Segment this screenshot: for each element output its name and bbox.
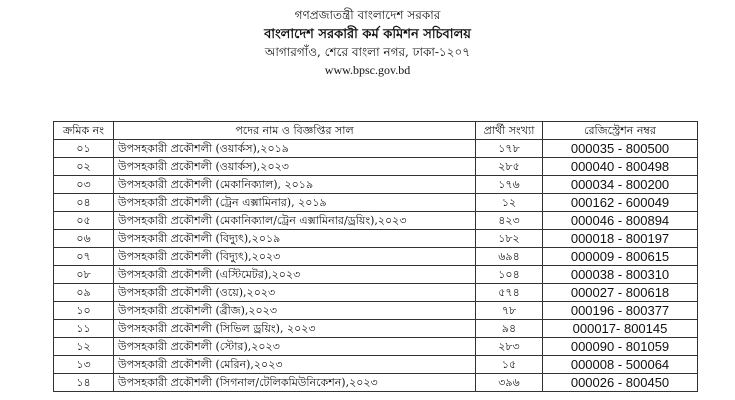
registration-cell: 000026 - 800450 (543, 374, 698, 392)
candidates-cell: ১৭৮ (476, 140, 543, 158)
candidates-cell: ২৮৫ (476, 158, 543, 176)
post-cell: উপসহকারী প্রকৌশলী (সিগনাল/টেলিকমিউনিকেশন),২০২৩ (114, 374, 476, 392)
candidates-cell: ৭৮ (476, 302, 543, 320)
serial-cell: ১৪ (54, 374, 114, 392)
table-row (54, 320, 698, 338)
post-cell: উপসহকারী প্রকৌশলী (মেকানিক্যাল/ট্রেন এক্সামিনার/ড্রয়িং),২০২৩ (114, 212, 476, 230)
candidates-cell: ১০৪ (476, 266, 543, 284)
table-row (54, 176, 698, 194)
candidates-cell: ১২ (476, 194, 543, 212)
table-row (54, 284, 698, 302)
header-post: পদের নাম ও বিজ্ঞপ্তির সাল (114, 122, 476, 140)
candidates-cell: ৩৯৬ (476, 374, 543, 392)
serial-cell: ১১ (54, 320, 114, 338)
serial-cell: ১০ (54, 302, 114, 320)
candidates-cell: ৫৭৪ (476, 284, 543, 302)
post-cell: উপসহকারী প্রকৌশলী (ট্রেন এক্সামিনার), ২০১৯ (114, 194, 476, 212)
post-cell: উপসহকারী প্রকৌশলী (বিদ্যুৎ),২০২৩ (114, 248, 476, 266)
table-row (54, 338, 698, 356)
candidates-cell: ২৮৩ (476, 338, 543, 356)
registration-cell: 000040 - 800498 (543, 158, 698, 176)
header-candidates: প্রার্থী সংখ্যা (476, 122, 543, 140)
table-row (54, 248, 698, 266)
results-table (53, 121, 698, 392)
post-cell: উপসহকারী প্রকৌশলী (সিভিল ড্রয়িং), ২০২৩ (114, 320, 476, 338)
address: আগারগাঁও, শেরে বাংলা নগর, ঢাকা-১২০৭ (264, 45, 471, 59)
post-cell: উপসহকারী প্রকৌশলী (বিদ্যুৎ),২০১৯ (114, 230, 476, 248)
registration-cell: 000035 - 800500 (543, 140, 698, 158)
candidates-cell: ৪২৩ (476, 212, 543, 230)
registration-cell: 000162 - 600049 (543, 194, 698, 212)
serial-cell: ০১ (54, 140, 114, 158)
post-cell: উপসহকারী প্রকৌশলী (ওয়ার্কস),২০১৯ (114, 140, 476, 158)
registration-cell: 000009 - 800615 (543, 248, 698, 266)
serial-cell: ০৪ (54, 194, 114, 212)
registration-cell: 000027 - 800618 (543, 284, 698, 302)
candidates-cell: ১৭৬ (476, 176, 543, 194)
post-cell: উপসহকারী প্রকৌশলী (স্টোর),২০২৩ (114, 338, 476, 356)
post-cell: উপসহকারী প্রকৌশলী (মেরিন),২০২৩ (114, 356, 476, 374)
table-row (54, 194, 698, 212)
header-serial: ক্রমিক নং (54, 122, 114, 140)
registration-cell: 000090 - 801059 (543, 338, 698, 356)
candidates-cell: ১৮২ (476, 230, 543, 248)
candidates-cell: ৬৯৪ (476, 248, 543, 266)
post-cell: উপসহকারী প্রকৌশলী (মেকানিক্যাল), ২০১৯ (114, 176, 476, 194)
registration-cell: 000008 - 500064 (543, 356, 698, 374)
header-registration: রেজিস্ট্রেশন নম্বর (543, 122, 698, 140)
post-cell: উপসহকারী প্রকৌশলী (ব্রীজ),২০২৩ (114, 302, 476, 320)
govt-title: গণপ্রজাতন্ত্রী বাংলাদেশ সরকার (294, 8, 441, 22)
post-cell: উপসহকারী প্রকৌশলী (এস্টিমেটর),২০২৩ (114, 266, 476, 284)
serial-cell: ০৯ (54, 284, 114, 302)
candidates-cell: ১৫ (476, 356, 543, 374)
post-cell: উপসহকারী প্রকৌশলী (ওয়ে),২০২৩ (114, 284, 476, 302)
registration-cell: 000018 - 800197 (543, 230, 698, 248)
serial-cell: ০৩ (54, 176, 114, 194)
table-row (54, 158, 698, 176)
registration-cell: 000038 - 800310 (543, 266, 698, 284)
serial-cell: ০৬ (54, 230, 114, 248)
website: www.bpsc.gov.bd (324, 63, 411, 77)
serial-cell: ০৭ (54, 248, 114, 266)
table-row (54, 356, 698, 374)
post-cell: উপসহকারী প্রকৌশলী (ওয়ার্কস),২০২৩ (114, 158, 476, 176)
table-row (54, 302, 698, 320)
serial-cell: ১২ (54, 338, 114, 356)
registration-cell: 000034 - 800200 (543, 176, 698, 194)
table-header-row (54, 122, 698, 140)
table-row (54, 140, 698, 158)
table-row (54, 374, 698, 392)
candidates-cell: ৯৪ (476, 320, 543, 338)
serial-cell: ১৩ (54, 356, 114, 374)
table-row (54, 266, 698, 284)
table-row (54, 230, 698, 248)
registration-cell: 000017- 800145 (543, 320, 698, 338)
registration-cell: 000196 - 800377 (543, 302, 698, 320)
commission-title: বাংলাদেশ সরকারী কর্ম কমিশন সচিবালয় (264, 27, 471, 42)
serial-cell: ০৫ (54, 212, 114, 230)
registration-cell: 000046 - 800894 (543, 212, 698, 230)
serial-cell: ০৮ (54, 266, 114, 284)
table-row (54, 212, 698, 230)
serial-cell: ০২ (54, 158, 114, 176)
